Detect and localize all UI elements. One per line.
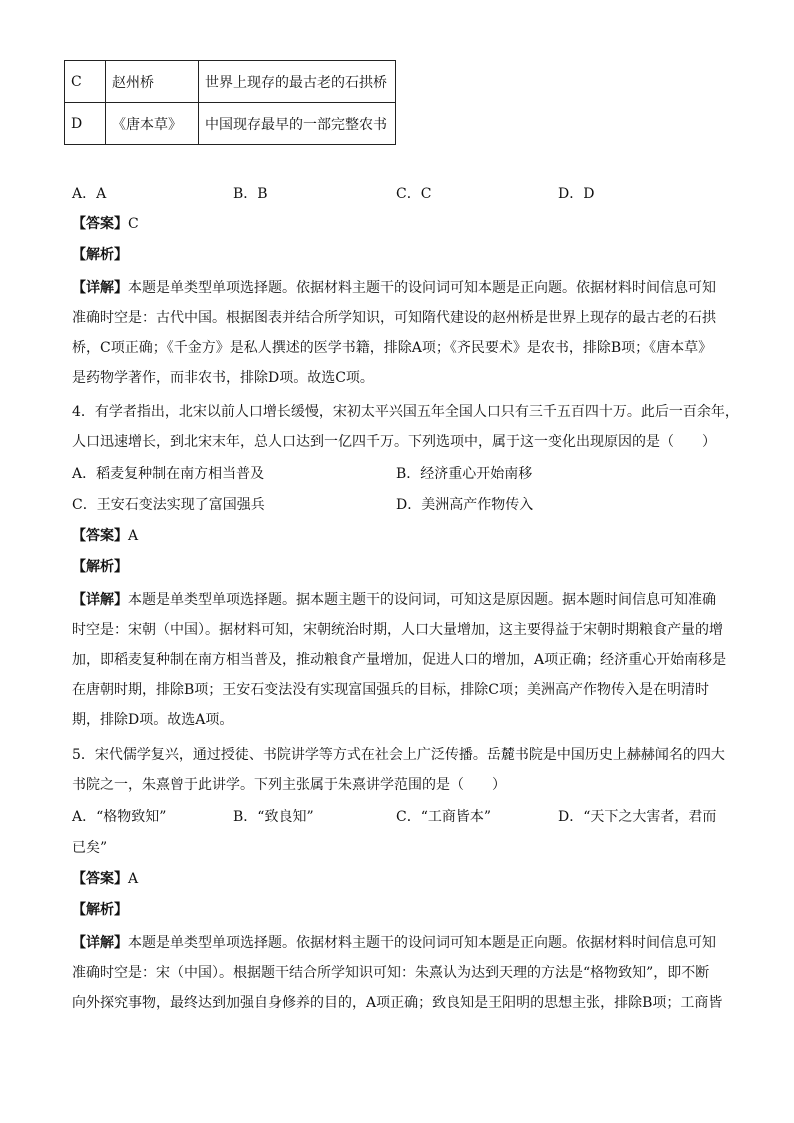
q4-detail	[72, 585, 727, 735]
detail-line: 是药物学著作，而非农书，排除D项。故选C项。	[72, 370, 374, 386]
stem-line: 4．有学者指出，北宋以前人口增长缓慢，宋初太平兴国五年全国人口只有三千五百四十万。此后一百余年，	[72, 404, 739, 420]
table-row	[65, 61, 396, 103]
row-item: 《唐本草》	[106, 103, 199, 145]
q4-option-b: B．经济重心开始南移	[396, 466, 533, 482]
answer-value: C	[128, 216, 139, 232]
detail-line: 期，排除D项。故选A项。	[72, 712, 234, 728]
row-letter: D	[65, 103, 106, 145]
analysis-tag: 【解析】	[72, 902, 128, 918]
row-desc: 中国现存最早的一部完整农书	[199, 103, 396, 145]
answer-tag: 【答案】	[72, 528, 128, 544]
q3-analysis-tag	[72, 245, 128, 265]
q3-option-b: B．B	[233, 186, 268, 202]
answer-tag: 【答案】	[72, 871, 128, 887]
detail-line	[72, 585, 724, 615]
stem-line: 书院之一，朱熹曾于此讲学。下列主张属于朱熹讲学范围的是（ ）	[72, 777, 506, 793]
q4-answer	[72, 526, 138, 546]
detail-line: 时空是：宋朝（中国）。据材料可知，宋朝统治时期，人口大量增加，这主要得益于宋朝时期粮食产量的增	[72, 622, 723, 638]
q4-option-d: D．美洲高产作物传入	[396, 497, 534, 513]
table-row	[65, 103, 396, 145]
q3-option-c: C．C	[396, 186, 432, 202]
detail-text: 本题是单类型单项选择题。依据材料主题干的设问词可知本题是正向题。依据材料时间信息可知	[128, 280, 716, 296]
stem-line: 人口迅速增长，到北宋末年，总人口达到一亿四千万。下列选项中，属于这一变化出现原因的是（ ）	[72, 434, 716, 450]
detail-tag: 【详解】	[72, 592, 128, 608]
q5-analysis-tag	[72, 900, 128, 920]
detail-line: 在唐朝时期，排除B项；王安石变法没有实现富国强兵的目标，排除C项；美洲高产作物传入是在明清时	[72, 682, 709, 698]
q5-option-c: C．“工商皆本”	[396, 809, 492, 825]
q3-detail	[72, 273, 724, 393]
detail-text: 本题是单类型单项选择题。据本题主题干的设问词，可知这是原因题。据本题时间信息可知准确	[128, 592, 716, 608]
row-item: 赵州桥	[106, 61, 199, 103]
row-desc: 世界上现存的最古老的石拱桥	[199, 61, 396, 103]
q4-stem	[72, 397, 739, 457]
q3-answer	[72, 214, 139, 234]
q5-stem	[72, 740, 724, 800]
stem-line: 5．宋代儒学复兴，通过授徒、书院讲学等方式在社会上广泛传播。岳麓书院是中国历史上赫赫闻名的四大	[72, 747, 725, 763]
answer-value: A	[128, 528, 139, 544]
detail-line: 向外探究事物，最终达到加强自身修养的目的，A项正确；致良知是王阳明的思想主张，排除B项；工商皆	[72, 995, 723, 1011]
detail-line: 准确时空是：古代中国。根据图表并结合所学知识，可知隋代建设的赵州桥是世界上现存的最古老的石拱	[72, 310, 716, 326]
q5-option-b: B．“致良知”	[233, 809, 314, 825]
analysis-tag: 【解析】	[72, 247, 128, 263]
answer-value: A	[128, 871, 139, 887]
q3-option-d: D．D	[558, 186, 595, 202]
q5-option-d: D．“天下之大害者，君而	[558, 809, 717, 825]
q5-detail	[72, 928, 724, 1018]
q3-option-a: A．A	[72, 186, 107, 202]
detail-line	[72, 928, 724, 958]
q5-option-a: A．“格物致知”	[72, 809, 167, 825]
detail-line: 桥，C项正确；《千金方》是私人撰述的医学书籍，排除A项；《齐民要术》是农书，排除B项；《唐本草》	[72, 340, 713, 356]
detail-text: 本题是单类型单项选择题。依据材料主题干的设问词可知本题是正向题。依据材料时间信息可知	[128, 935, 716, 951]
options-table	[64, 60, 396, 145]
detail-line: 准确时空是：宋（中国）。根据题干结合所学知识可知：朱熹认为达到天理的方法是“格物致知”，即不断	[72, 965, 710, 981]
detail-line: 加，即稻麦复种制在南方相当普及，推动粮食产量增加，促进人口的增加，A项正确；经济重心开始南移是	[72, 652, 727, 668]
q4-analysis-tag	[72, 557, 128, 577]
detail-line	[72, 273, 724, 303]
analysis-tag: 【解析】	[72, 559, 128, 575]
detail-tag: 【详解】	[72, 935, 128, 951]
q5-option-d-cont: 已矣”	[72, 840, 108, 856]
answer-tag: 【答案】	[72, 216, 128, 232]
q4-option-a: A．稻麦复种制在南方相当普及	[72, 466, 265, 482]
row-letter: C	[65, 61, 106, 103]
q5-answer	[72, 869, 138, 889]
detail-tag: 【详解】	[72, 280, 128, 296]
q4-option-c: C．王安石变法实现了富国强兵	[72, 497, 265, 513]
